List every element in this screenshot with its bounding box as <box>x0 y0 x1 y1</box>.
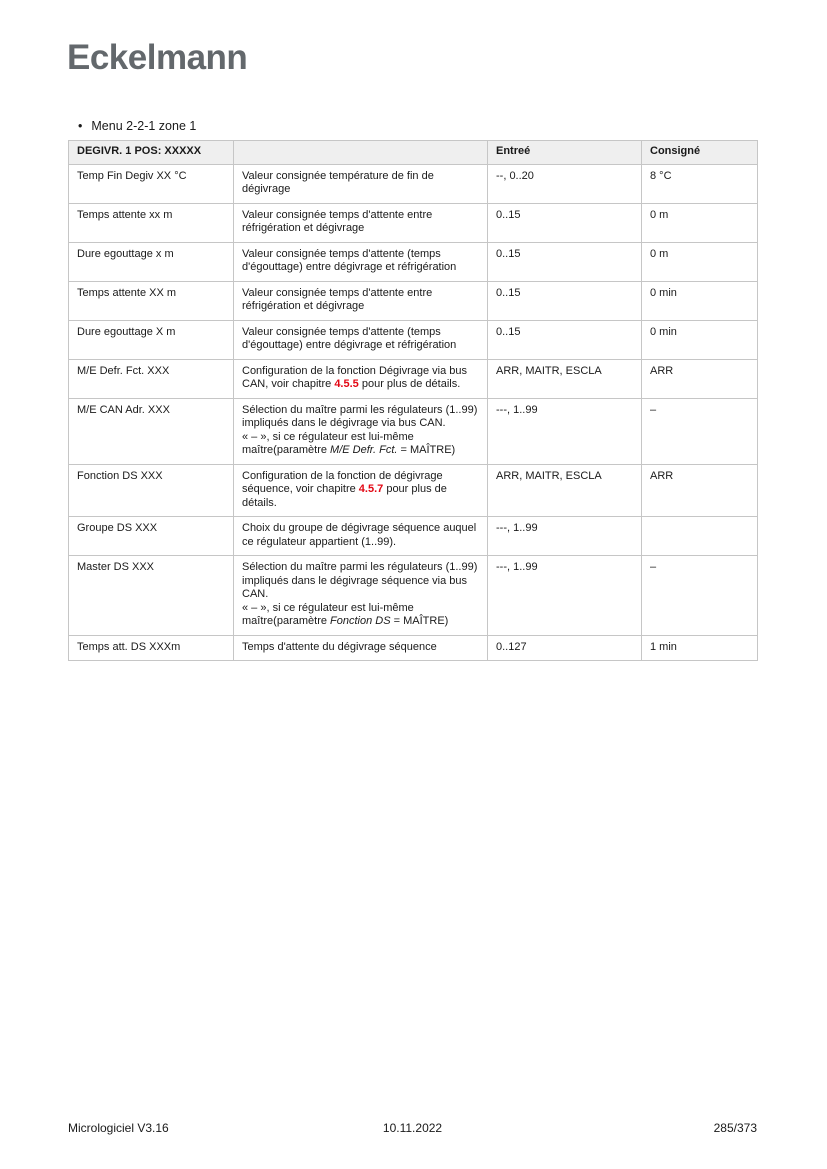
setpoint-cell: ARR <box>642 359 758 398</box>
table-row <box>69 517 758 556</box>
param-cell: Temp Fin Degiv XX °C <box>69 164 234 203</box>
param-cell: Temps att. DS XXXm <box>69 635 234 661</box>
param-cell: Groupe DS XXX <box>69 517 234 556</box>
table-header-row <box>69 141 758 165</box>
entry-cell: ARR, MAITR, ESCLA <box>488 359 642 398</box>
description-text: Valeur consignée temps d'attente (temps d'égouttage) entre dégivrage et réfrigération <box>242 325 457 351</box>
bullet-icon: • <box>78 119 83 133</box>
table-row <box>69 635 758 661</box>
description-text: Choix du groupe de dégivrage séquence auquel ce régulateur appartient (1..99). <box>242 522 477 548</box>
param-cell: Dure egouttage x m <box>69 242 234 281</box>
description-text: Configuration de la fonction Dégivrage via bus CAN, voir chapitre <box>242 364 468 390</box>
param-cell: Fonction DS XXX <box>69 464 234 517</box>
description-text: Temps d'attente du dégivrage séquence <box>242 640 437 653</box>
description-text: Sélection du maître parmi les régulateurs (1..99) impliqués dans le dégivrage séquence via bus CAN. <box>242 561 478 600</box>
footer-firmware-version: Micrologiciel V3.16 <box>68 1121 169 1135</box>
footer-page-number: 285/373 <box>713 1121 758 1135</box>
entry-cell: 0..15 <box>488 320 642 359</box>
description-text: = MAÎTRE) <box>397 444 456 456</box>
table-row <box>69 320 758 359</box>
description-cell <box>234 398 488 464</box>
description-text: Valeur consignée temps d'attente entre réfrigération et dégivrage <box>242 208 433 234</box>
entry-cell: 0..15 <box>488 242 642 281</box>
page-footer <box>68 1121 757 1135</box>
eckelmann-logo: Eckelmann <box>67 38 248 77</box>
param-cell: Temps attente xx m <box>69 203 234 242</box>
menu-heading-label: Menu 2-2-1 zone 1 <box>91 119 197 133</box>
description-text: Valeur consignée temps d'attente entre réfrigération et dégivrage <box>242 286 433 312</box>
setpoint-cell: ARR <box>642 464 758 517</box>
description-cell <box>234 556 488 636</box>
chapter-link[interactable]: 4.5.7 <box>358 483 384 495</box>
table-row <box>69 164 758 203</box>
description-text: Valeur consignée temps d'attente (temps d'égouttage) entre dégivrage et réfrigération <box>242 247 457 273</box>
table-row <box>69 359 758 398</box>
header-setpoint: Consigné <box>642 141 758 165</box>
param-cell: Master DS XXX <box>69 556 234 636</box>
setpoint-cell <box>642 517 758 556</box>
setpoint-cell: 8 °C <box>642 164 758 203</box>
footer-date: 10.11.2022 <box>382 1121 443 1135</box>
setpoint-cell: 1 min <box>642 635 758 661</box>
description-cell <box>234 281 488 320</box>
parameter-reference: Fonction DS <box>330 615 391 627</box>
description-text: Valeur consignée température de fin de dégivrage <box>242 169 434 195</box>
setpoint-cell: – <box>642 556 758 636</box>
description-text: Configuration de la fonction de dégivrage séquence, voir chapitre <box>242 469 443 495</box>
parameter-table <box>68 140 758 661</box>
description-text: pour plus de détails. <box>358 378 461 390</box>
entry-cell: 0..15 <box>488 281 642 320</box>
table-row <box>69 556 758 636</box>
entry-cell: --, 0..20 <box>488 164 642 203</box>
description-text: = MAÎTRE) <box>390 615 449 627</box>
description-cell <box>234 203 488 242</box>
description-text: « – », si ce régulateur est lui-même maître(paramètre <box>242 430 414 456</box>
parameter-reference: M/E Defr. Fct. <box>330 444 398 456</box>
description-cell <box>234 517 488 556</box>
header-description <box>234 141 488 165</box>
entry-cell: 0..127 <box>488 635 642 661</box>
description-cell <box>234 242 488 281</box>
description-cell <box>234 164 488 203</box>
table-row <box>69 203 758 242</box>
param-cell: Temps attente XX m <box>69 281 234 320</box>
description-text: « – », si ce régulateur est lui-même maître(paramètre <box>242 601 414 627</box>
table-row <box>69 281 758 320</box>
header-entry: Entreé <box>488 141 642 165</box>
description-cell <box>234 464 488 517</box>
setpoint-cell: – <box>642 398 758 464</box>
setpoint-cell: 0 m <box>642 242 758 281</box>
table-row <box>69 464 758 517</box>
entry-cell: ---, 1..99 <box>488 517 642 556</box>
setpoint-cell: 0 min <box>642 281 758 320</box>
setpoint-cell: 0 min <box>642 320 758 359</box>
description-cell <box>234 635 488 661</box>
description-cell <box>234 320 488 359</box>
entry-cell: ARR, MAITR, ESCLA <box>488 464 642 517</box>
table-row <box>69 398 758 464</box>
header-param: DEGIVR. 1 POS: XXXXX <box>69 141 234 165</box>
description-text: pour plus de détails. <box>242 483 447 509</box>
description-cell <box>234 359 488 398</box>
setpoint-cell: 0 m <box>642 203 758 242</box>
param-cell: Dure egouttage X m <box>69 320 234 359</box>
param-cell: M/E CAN Adr. XXX <box>69 398 234 464</box>
entry-cell: ---, 1..99 <box>488 398 642 464</box>
description-text: Sélection du maître parmi les régulateurs (1..99) impliqués dans le dégivrage via bus CAN. <box>242 403 478 429</box>
entry-cell: 0..15 <box>488 203 642 242</box>
table-row <box>69 242 758 281</box>
chapter-link[interactable]: 4.5.5 <box>334 378 359 390</box>
param-cell: M/E Defr. Fct. XXX <box>69 359 234 398</box>
entry-cell: ---, 1..99 <box>488 556 642 636</box>
menu-heading <box>78 119 196 133</box>
